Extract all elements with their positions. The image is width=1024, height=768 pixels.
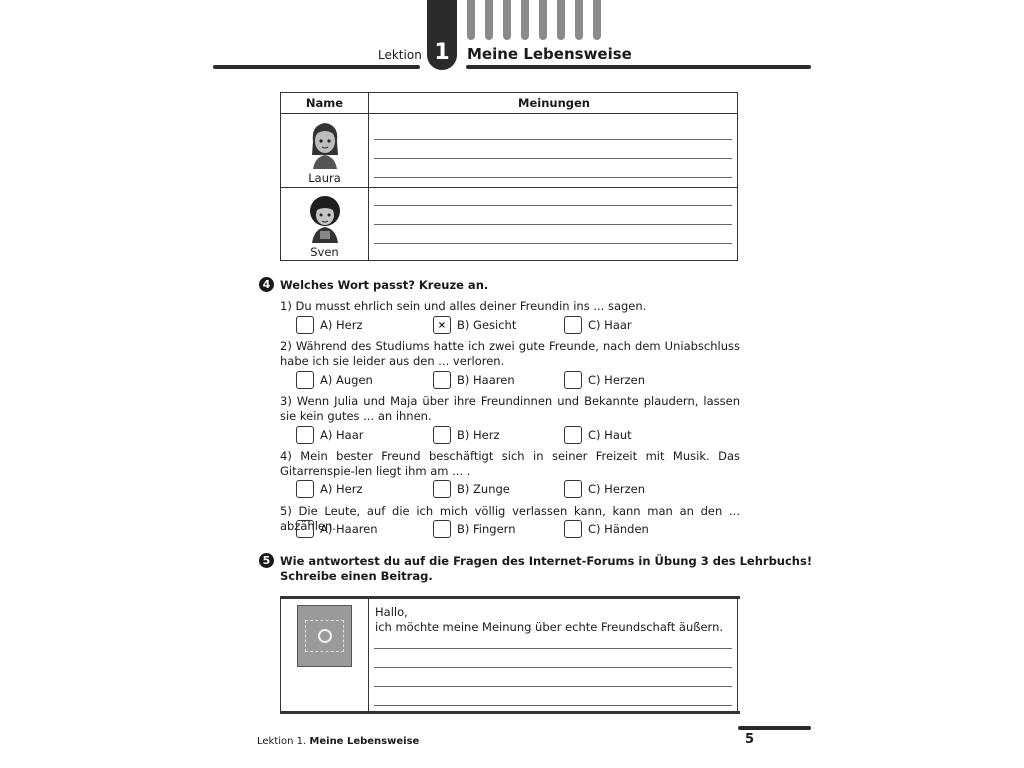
answer-line bbox=[374, 686, 732, 687]
answer-line bbox=[374, 158, 732, 159]
header-stripe bbox=[593, 0, 601, 40]
answer-line bbox=[374, 224, 732, 225]
table-divider bbox=[281, 113, 737, 114]
option-label: A) Herz bbox=[320, 482, 363, 496]
sven-avatar-icon bbox=[307, 193, 343, 243]
answer-option[interactable] bbox=[296, 371, 373, 389]
header-stripe bbox=[539, 0, 547, 40]
checkbox[interactable] bbox=[564, 480, 582, 498]
task-instruction: Wie antwortest du auf die Fragen des Internet-Forums in Übung 3 des Lehrbuchs! bbox=[280, 554, 813, 568]
camera-icon bbox=[305, 620, 344, 652]
camera-lens-icon bbox=[318, 629, 332, 643]
page-number: 5 bbox=[745, 732, 755, 747]
answer-option[interactable] bbox=[296, 316, 363, 334]
answer-option[interactable] bbox=[433, 520, 515, 538]
checkbox[interactable] bbox=[296, 480, 314, 498]
photo-placeholder bbox=[297, 605, 352, 667]
lesson-label: Lektion bbox=[378, 48, 422, 62]
answer-option[interactable] bbox=[564, 426, 632, 444]
option-label: A) Herz bbox=[320, 318, 363, 332]
forum-divider bbox=[368, 596, 369, 714]
option-label: B) Zunge bbox=[457, 482, 510, 496]
answer-option[interactable] bbox=[564, 316, 632, 334]
option-label: C) Händen bbox=[588, 522, 649, 536]
header-stripe bbox=[575, 0, 583, 40]
footer-lesson bbox=[257, 736, 419, 747]
checkbox[interactable] bbox=[433, 426, 451, 444]
checkbox[interactable] bbox=[433, 520, 451, 538]
forum-greeting: Hallo, bbox=[375, 605, 408, 619]
answer-option[interactable] bbox=[433, 371, 515, 389]
answer-option[interactable] bbox=[296, 480, 363, 498]
option-label: C) Haar bbox=[588, 318, 632, 332]
footer-rule bbox=[738, 726, 811, 730]
answer-option[interactable] bbox=[296, 426, 363, 444]
table-row-name: Laura bbox=[308, 171, 341, 185]
answer-option[interactable] bbox=[433, 316, 516, 334]
question-text: 4) Mein bester Freund beschäftigt sich in seiner Freizeit mit Musik. Das Gitarrenspie-len liegt ihm am ... . bbox=[280, 449, 740, 478]
option-label: A) Augen bbox=[320, 373, 373, 387]
header-rule-right bbox=[466, 65, 811, 69]
option-label: B) Fingern bbox=[457, 522, 516, 536]
header-stripe bbox=[485, 0, 493, 40]
question-text: 1) Du musst ehrlich sein und alles deiner Freundin ins ... sagen. bbox=[280, 299, 647, 313]
footer-prefix: Lektion 1. bbox=[257, 736, 307, 747]
header-stripe bbox=[521, 0, 529, 40]
question-text: 2) Während des Studiums hatte ich zwei gute Freunde, nach dem Uniabschluss habe ich sie leider aus den ... verloren. bbox=[280, 339, 740, 368]
header-rule-left bbox=[213, 65, 420, 69]
option-label: C) Herzen bbox=[588, 373, 646, 387]
checkbox[interactable] bbox=[564, 426, 582, 444]
checkbox[interactable] bbox=[296, 316, 314, 334]
header-stripe bbox=[557, 0, 565, 40]
option-label: B) Haaren bbox=[457, 373, 515, 387]
answer-line bbox=[374, 205, 732, 206]
header-stripe bbox=[467, 0, 475, 40]
answer-option[interactable] bbox=[433, 480, 510, 498]
task-instruction: Schreibe einen Beitrag. bbox=[280, 569, 433, 583]
checkbox[interactable] bbox=[296, 520, 314, 538]
table-header-name: Name bbox=[305, 96, 344, 110]
page-title: Meine Lebensweise bbox=[467, 45, 632, 63]
answer-option[interactable] bbox=[564, 371, 645, 389]
answer-line bbox=[374, 705, 732, 706]
task-number-badge: 5 bbox=[259, 553, 274, 568]
opinions-table bbox=[280, 92, 738, 261]
question-text: 3) Wenn Julia und Maja über ihre Freundinnen und Bekannte plaudern, lassen sie kein gutes ... an ihnen. bbox=[280, 394, 740, 423]
checkbox[interactable] bbox=[564, 520, 582, 538]
answer-option[interactable] bbox=[564, 520, 649, 538]
option-label: C) Herzen bbox=[588, 482, 646, 496]
checkbox[interactable] bbox=[433, 480, 451, 498]
checkbox-checked[interactable]: × bbox=[433, 316, 451, 334]
lesson-number: 1 bbox=[434, 40, 450, 65]
checkbox[interactable] bbox=[564, 371, 582, 389]
checkbox[interactable] bbox=[564, 316, 582, 334]
answer-option[interactable] bbox=[564, 480, 645, 498]
answer-line bbox=[374, 177, 732, 178]
table-header-opinions: Meinungen bbox=[518, 96, 590, 110]
answer-option[interactable] bbox=[433, 426, 500, 444]
question-text: 5) Die Leute, auf die ich mich völlig verlassen kann, kann man an den ... abzählen. bbox=[280, 504, 740, 533]
task-instruction: Welches Wort passt? Kreuze an. bbox=[280, 278, 489, 292]
checkbox[interactable] bbox=[433, 371, 451, 389]
forum-post-box bbox=[280, 596, 738, 714]
laura-avatar-icon bbox=[307, 119, 343, 169]
checkbox[interactable] bbox=[296, 426, 314, 444]
option-label: A) Haar bbox=[320, 428, 364, 442]
forum-top-rule bbox=[280, 596, 740, 599]
forum-opening: ich möchte meine Meinung über echte Freundschaft äußern. bbox=[375, 620, 724, 634]
footer-title: Meine Lebensweise bbox=[309, 736, 420, 747]
header-stripe bbox=[503, 0, 511, 40]
table-divider bbox=[368, 93, 369, 260]
option-label: C) Haut bbox=[588, 428, 632, 442]
answer-line bbox=[374, 648, 732, 649]
option-label: A) Haaren bbox=[320, 522, 378, 536]
table-divider bbox=[281, 187, 737, 188]
checkbox[interactable] bbox=[296, 371, 314, 389]
forum-bottom-rule bbox=[280, 711, 740, 714]
table-row-name: Sven bbox=[310, 245, 339, 259]
answer-line bbox=[374, 667, 732, 668]
answer-line bbox=[374, 243, 732, 244]
option-label: B) Gesicht bbox=[457, 318, 517, 332]
option-label: B) Herz bbox=[457, 428, 500, 442]
answer-option[interactable] bbox=[296, 520, 378, 538]
answer-line bbox=[374, 139, 732, 140]
task-number-badge: 4 bbox=[259, 277, 274, 292]
